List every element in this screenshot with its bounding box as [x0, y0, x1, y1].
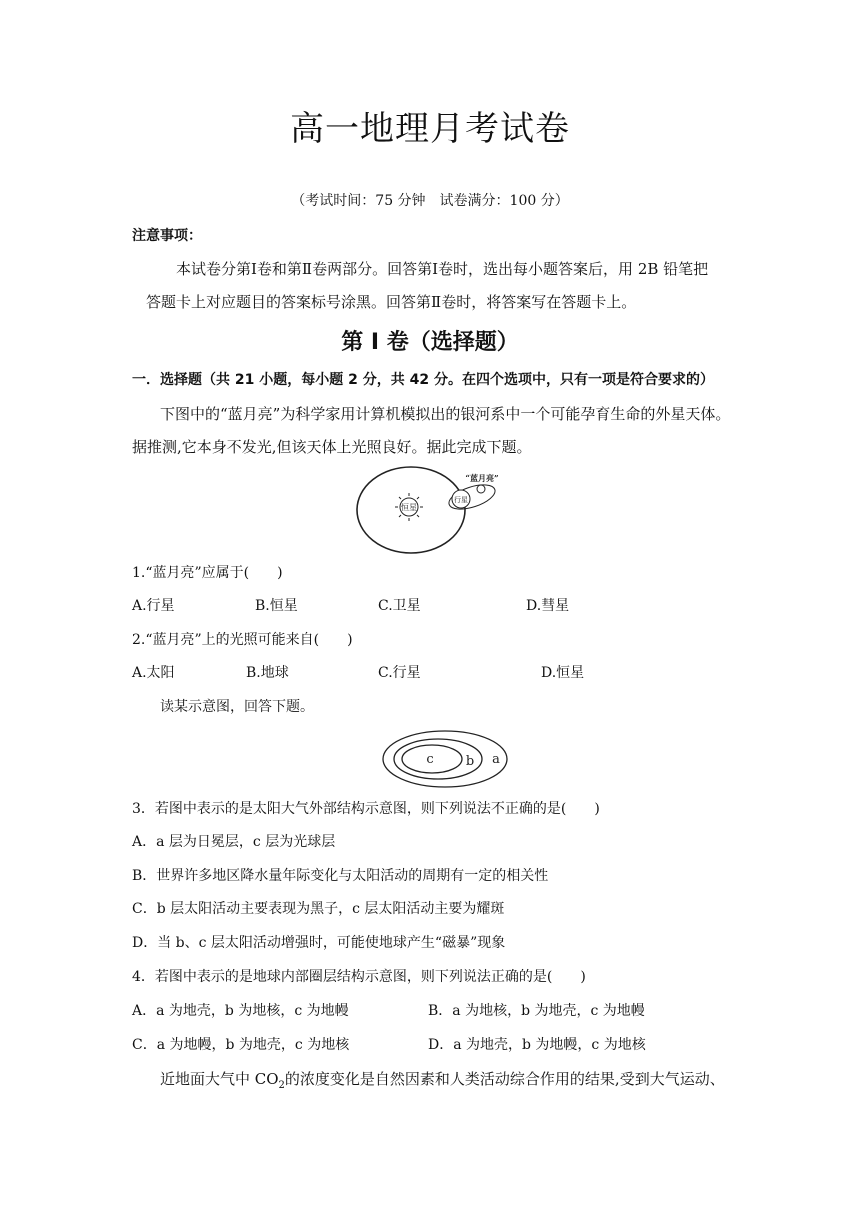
intro3-subscript: 2: [278, 1080, 285, 1091]
label-b: b: [465, 754, 475, 769]
q2-option-d: D.恒星: [541, 665, 585, 681]
orbit-figure: [350, 466, 510, 558]
q4-option-b: B．a 为地核，b 为地壳，c 为地幔: [428, 1003, 645, 1019]
star-label: 恒星: [401, 503, 417, 512]
label-c: c: [426, 752, 434, 767]
planet-label: 行星: [454, 496, 468, 504]
q2-stem: 2.“蓝月亮”上的光照可能来自( ): [132, 632, 353, 648]
q3-option-b: B．世界许多地区降水量年际变化与太阳活动的周期有一定的相关性: [132, 868, 549, 884]
intro2: 读某示意图，回答下题。: [160, 699, 314, 715]
q1-option-d: D.彗星: [526, 598, 570, 614]
q3-option-d: D．当 b、c 层太阳活动增强时，可能使地球产生“磁暴”现象: [132, 935, 506, 951]
q3-option-c: C．b 层太阳活动主要表现为黑子，c 层太阳活动主要为耀斑: [132, 901, 505, 917]
exam-info: （考试时间：75 分钟 试卷满分：100 分）: [291, 193, 569, 209]
intro3-before: 近地面大气中 CO: [160, 1070, 279, 1088]
label-a: a: [492, 752, 500, 767]
page-title: 高一地理月考试卷: [290, 109, 570, 149]
q2-option-b: B.地球: [246, 665, 289, 681]
intro3: [160, 1068, 725, 1097]
q3-option-a: A．a 层为日冕层，c 层为光球层: [132, 834, 336, 850]
moon-label: “蓝月亮”: [465, 473, 499, 483]
part1-header: 一．选择题（共 21 小题，每小题 2 分，共 42 分。在四个选项中，只有一项是符合要求的）: [132, 372, 714, 388]
q3-stem: 3．若图中表示的是太阳大气外部结构示意图，则下列说法不正确的是( ): [132, 801, 600, 817]
q1-option-c: C.卫星: [378, 598, 421, 614]
q2-option-a: A.太阳: [132, 665, 175, 681]
q1-option-a: A.行星: [132, 598, 175, 614]
notice-line-2: 答题卡上对应题目的答案标号涂黑。回答第Ⅱ卷时，将答案写在答题卡上。: [146, 293, 637, 311]
q1-option-b: B.恒星: [255, 598, 298, 614]
intro1-line-2: 据推测,它本身不发光,但该天体上光照良好。据此完成下题。: [132, 438, 532, 456]
q4-option-c: C．a 为地幔，b 为地壳，c 为地核: [132, 1037, 350, 1053]
moon-icon: [477, 485, 485, 493]
section-title: 第 I 卷（选择题）: [341, 330, 519, 355]
q2-option-c: C.行星: [378, 665, 421, 681]
intro1-line-1: 下图中的“蓝月亮”为科学家用计算机模拟出的银河系中一个可能孕育生命的外星天体。: [160, 405, 731, 423]
q4-option-d: D．a 为地壳，b 为地幔，c 为地核: [428, 1037, 646, 1053]
intro3-after: 的浓度变化是自然因素和人类活动综合作用的结果,受到大气运动、: [284, 1070, 725, 1088]
q1-stem: 1.“蓝月亮”应属于( ): [132, 565, 283, 581]
notice-label: 注意事项：: [132, 228, 202, 244]
notice-line-1: 本试卷分第Ⅰ卷和第Ⅱ卷两部分。回答第Ⅰ卷时，选出每小题答案后，用 2B 铅笔把: [176, 260, 709, 278]
q4-stem: 4．若图中表示的是地球内部圈层结构示意图，则下列说法正确的是( ): [132, 969, 586, 985]
q4-option-a: A．a 为地壳，b 为地核，c 为地幔: [132, 1003, 349, 1019]
layers-figure: [380, 728, 510, 790]
